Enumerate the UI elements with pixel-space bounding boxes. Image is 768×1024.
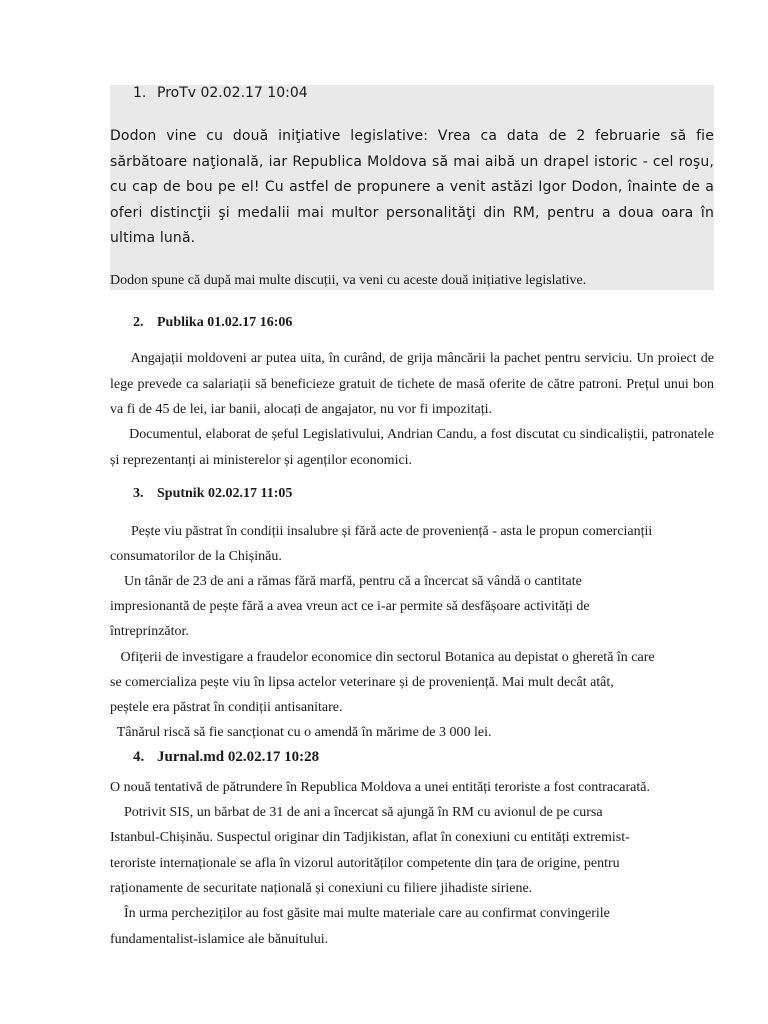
section-1-title: ProTv 02.02.17 10:04	[157, 85, 308, 101]
section-4-line: O nouă tentativă de pătrundere în Republica Moldova a unei entități teroriste a fost contracarată.	[110, 780, 650, 795]
section-4-line: În urma percheziților au fost găsite mai multe materiale care au confirmat convingerile	[110, 906, 610, 921]
section-2-paragraph-1: Angajații moldoveni ar putea uita, în curând, de grija mâncării la pachet pentru serviciu. Un proiect de lege prevede ca salariații să beneficieze gratuit de tichete de masă oferite de către patroni. Prețul unui bon va fi de 45 de lei, iar banii, alocați de angajator, nu vor fi impozitați.	[110, 351, 718, 417]
section-3-line: întreprinzător.	[110, 624, 189, 639]
section-2-title: Publika 01.02.17 16:06	[157, 315, 293, 330]
section-4-line: Potrivit SIS, un bărbat de 31 de ani a încercat să ajungă în RM cu avionul de pe cursa	[110, 805, 603, 820]
section-3-heading	[133, 486, 292, 502]
section-2-paragraph-2: Documentul, elaborat de șeful Legislativului, Andrian Candu, a fost discutat cu sindicaliștii, patronatele și reprezentanți ai ministerelor și agenților economici.	[110, 427, 718, 468]
section-2-heading	[133, 315, 292, 331]
section-1-heading	[133, 85, 308, 101]
section-4-heading	[133, 749, 319, 766]
section-3-line: Ofițerii de investigare a fraudelor economice din sectorul Botanica au depistat o gheretă în care	[110, 650, 655, 665]
section-3-line: Pește viu păstrat în condiții insalubre și fără acte de proveniență - asta le propun comercianții	[110, 524, 653, 539]
section-4-line: Istanbul-Chișinău. Suspectul originar din Tadjikistan, aflat în conexiuni cu entități extremist-	[110, 830, 630, 845]
section-3-title: Sputnik 02.02.17 11:05	[157, 486, 293, 501]
section-3-line: impresionantă de pește fără a avea vreun act ce i-ar permite să desfășoare activități de	[110, 599, 590, 614]
section-3-line: Tânărul riscă să fie sancționat cu o amendă în mărime de 3 000 lei.	[110, 725, 492, 740]
section-4-title: Jurnal.md 02.02.17 10:28	[157, 749, 320, 765]
section-1-body: Dodon vine cu două iniţiative legislative: Vrea ca data de 2 februarie să fie sărbătoare naţională, iar Republica Moldova să mai aibă un drapel istoric - cel roşu, cu cap de bou pe el! Cu astfel de propunere a venit astăzi Igor Dodon, înainte de a oferi distincţii şi medalii mai multor personalităţi din RM, pentru a doua oara în ultima lună.	[110, 128, 714, 246]
section-1-number: 1.	[133, 85, 147, 101]
section-3-line: se comercializa pește viu în lipsa actelor veterinare și de proveniență. Mai mult decât atât,	[110, 675, 614, 690]
section-1-note: Dodon spune că după mai multe discuții, va veni cu aceste două inițiative legislative.	[110, 273, 587, 288]
section-4-line: teroriste internaționale se afla în vizorul autorităților competente din țara de origine, pentru	[110, 856, 620, 871]
section-3-line: peștele era păstrat în condiții antisanitare.	[110, 700, 343, 715]
section-4-line: raționamente de securitate națională și conexiuni cu filiere jihadiste siriene.	[110, 881, 533, 896]
section-2-number: 2.	[133, 315, 144, 330]
section-3-number: 3.	[133, 486, 144, 501]
section-4-number: 4.	[133, 749, 145, 765]
section-3-line: consumatorilor de la Chișinău.	[110, 549, 282, 564]
section-4-line: fundamentalist-islamice ale bănuitului.	[110, 932, 329, 947]
section-3-line: Un tânăr de 23 de ani a rămas fără marfă, pentru că a încercat să vândă o cantitate	[110, 574, 582, 589]
